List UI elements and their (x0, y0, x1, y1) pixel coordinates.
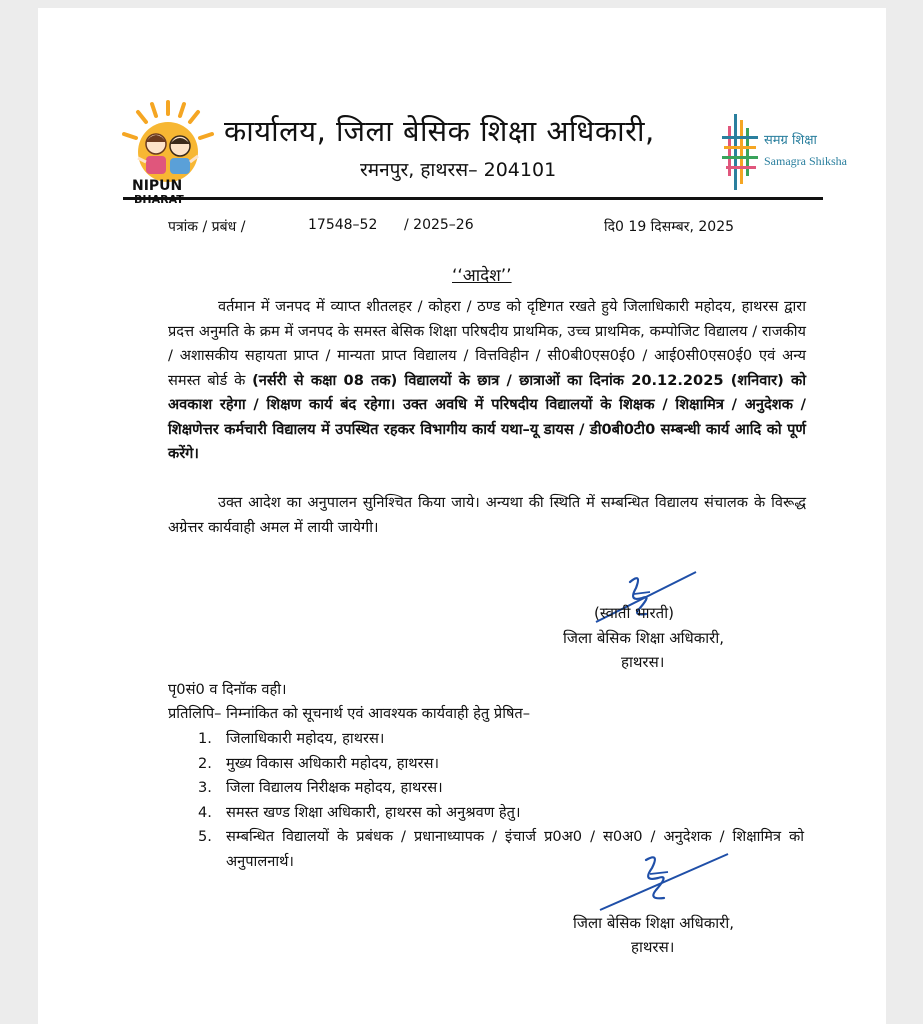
header-divider (123, 197, 823, 200)
list-item: 2. मुख्य विकास अधिकारी महोदय, हाथरस। (198, 754, 440, 772)
office-title: कार्यालय, जिला बेसिक शिक्षा अधिकारी, (224, 114, 655, 148)
order-paragraph-1 (168, 295, 806, 467)
list-item: 4. समस्त खण्ड शिक्षा अधिकारी, हाथरस को अनुश्रवण हेतु। (198, 803, 521, 821)
order-paragraph-1-bold: (नर्सरी से कक्षा 08 तक) विद्यालयों के छात्र / छात्राओं का दिनांक 20.12.2025 (शनिवार) को अवकाश रहेगा / शिक्षण कार्य बंद रहेगा। उक्त अवधि में परिषदीय विद्यालयों के शिक्षक / शिक्षामित्र / अनुदेशक / शिक्षणेत्तर कर्मचारी विद्यालय में उपस्थित रहकर विभागीय कार्य यथा–यू डायस / डी0बी0टी0 सम्बन्धी कार्य आदि को पूर्ण करेंगे। (168, 371, 806, 462)
order-paragraph-1-text: वर्तमान में जनपद में व्याप्त शीतलहर / कोहरा / ठण्ड को दृष्टिगत रखते हुये जिलाधिकारी महोदय, हाथरस द्वारा प्रदत्त अनुमति के क्रम में जनपद के समस्त बेसिक शिक्षा परिषदीय प्राथमिक, उच्च प्राथमिक, कम्पोजिट विद्यालय / राजकीय / अशासकीय सहायता प्राप्त / मान्यता प्राप्त विद्यालय / वित्तविहीन / सी0बी0एस0ई0 / आई0सी0एस0ई0 एवं अन्य समस्त बोर्ड के (168, 298, 806, 389)
nipun-logo-text-1: NIPUN (132, 178, 183, 194)
signature-2 (598, 850, 738, 920)
copy-intro: प्रतिलिपि– निम्नांकित को सूचनार्थ एवं आवश्यक कार्यवाही हेतु प्रेषित– (168, 705, 531, 722)
samagra-logo-english: Samagra Shiksha (764, 154, 847, 168)
samagra-emblem (720, 112, 760, 192)
list-item: 5. सम्बन्धित विद्यालयों के प्रबंधक / प्रधानाध्यापक / इंचार्ज प्र0अ0 / स0अ0 / अनुदेशक / शिक्षामित्र को अनुपालनार्थ। (198, 828, 804, 870)
copy-ref-line: पृ0सं0 व दिनॉक वही। (168, 681, 287, 698)
ref-year: / 2025–26 (404, 217, 474, 233)
ref-label: पत्रांक / प्रबंध / (168, 219, 246, 235)
nipun-bharat-logo (118, 100, 218, 210)
signature-1-designation: जिला बेसिक शिक्षा अधिकारी, (563, 629, 724, 647)
order-paragraph-2: उक्त आदेश का अनुपालन सुनिश्चित किया जाये। अन्यथा की स्थिति में सम्बन्धित विद्यालय संचालक के विरूद्ध अग्रेत्तर कार्यवाही अमल में लायी जायेगी। (168, 494, 806, 536)
signature-1-name: (स्वाती भारती) (594, 604, 674, 622)
office-address: रमनपुर, हाथरस– 204101 (360, 159, 557, 181)
ref-number: 17548–52 (308, 217, 378, 233)
order-title: ‘‘आदेश’’ (452, 266, 512, 286)
list-item: 1. जिलाधिकारी महोदय, हाथरस। (198, 730, 385, 747)
samagra-shiksha-logo (720, 112, 850, 192)
list-item: 3. जिला विद्यालय निरीक्षक महोदय, हाथरस। (198, 779, 443, 796)
signature-1-place: हाथरस। (621, 653, 665, 671)
handwritten-signature-2 (598, 850, 738, 920)
ref-date: दि0 19 दिसम्बर, 2025 (604, 219, 735, 235)
document-page (38, 8, 886, 1024)
samagra-logo-hindi: समग्र शिक्षा (764, 133, 817, 148)
signature-2-place: हाथरस। (631, 938, 675, 956)
signature-2-designation: जिला बेसिक शिक्षा अधिकारी, (573, 914, 734, 932)
